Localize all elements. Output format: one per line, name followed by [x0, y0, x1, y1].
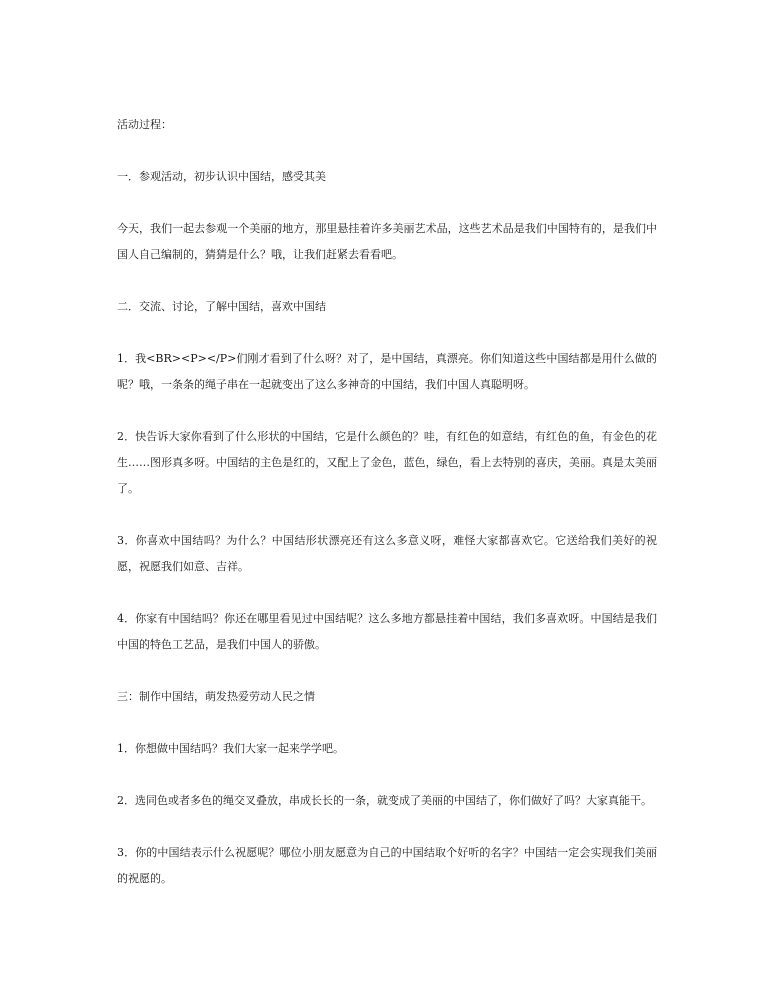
list-item: 4．你家有中国结吗？你还在哪里看见过中国结呢？这么多地方都悬挂着中国结，我们多喜欢呀。中国结是我们中国的特色工艺品，是我们中国人的骄傲。	[117, 612, 657, 651]
section-heading-3: 三：制作中国结，萌发热爱劳动人民之情	[117, 690, 315, 703]
list-item: 1．你想做中国结吗？我们大家一起来学学吧。	[117, 742, 344, 755]
section-heading-2: 二．交流、讨论，了解中国结，喜欢中国结	[117, 300, 326, 313]
list-item: 3．你的中国结表示什么祝愿呢？哪位小朋友愿意为自己的中国结取个好听的名字？中国结一定会实现我们美丽的祝愿的。	[117, 846, 657, 885]
section-label: 活动过程：	[117, 118, 172, 131]
list-item: 1．我<BR><P></P>们刚才看到了什么呀？对了，是中国结，真漂亮。你们知道这些中国结都是用什么做的呢？哦，一条条的绳子串在一起就变出了这么多神奇的中国结，我们中国人真聪明呀。	[117, 352, 657, 391]
paragraph: 今天，我们一起去参观一个美丽的地方，那里悬挂着许多美丽艺术品，这些艺术品是我们中国特有的，是我们中国人自己编制的，猜猜是什么？哦，让我们赶紧去看看吧。	[117, 222, 657, 261]
document-body	[117, 112, 657, 918]
list-item: 2．选同色或者多色的绳交叉叠放，串成长长的一条，就变成了美丽的中国结了，你们做好了吗？大家真能干。	[117, 794, 652, 807]
section-heading-1: 一．参观活动，初步认识中国结，感受其美	[117, 170, 326, 183]
list-item: 2．快告诉大家你看到了什么形状的中国结，它是什么颜色的？哇，有红色的如意结，有红色的鱼，有金色的花生……图形真多呀。中国结的主色是红的，又配上了金色，蓝色，绿色，看上去特别的喜庆，美丽。真是太美丽了。	[117, 430, 657, 495]
list-item: 3．你喜欢中国结吗？为什么？中国结形状漂亮还有这么多意义呀，难怪大家都喜欢它。它送给我们美好的祝愿，祝愿我们如意、吉祥。	[117, 534, 657, 573]
